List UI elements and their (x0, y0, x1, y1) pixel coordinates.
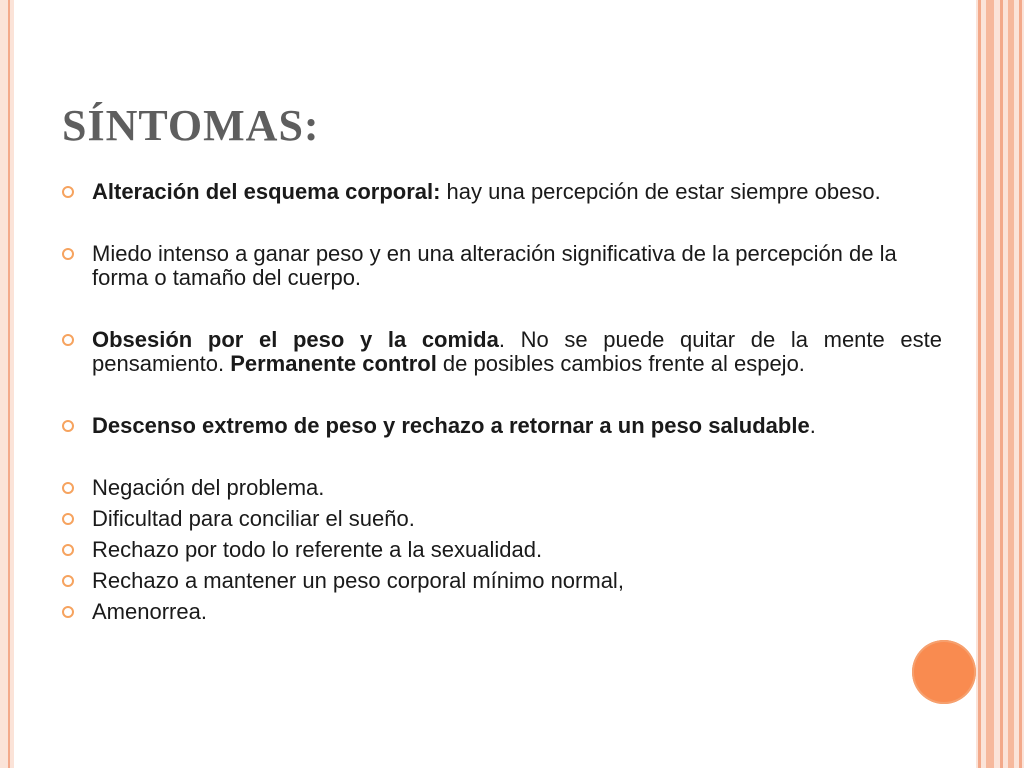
slide-title-text: SÍNTOMAS (62, 101, 304, 150)
bullet-text: Amenorrea. (92, 599, 207, 624)
ring-bullet-icon (62, 513, 74, 525)
frame-stripe (986, 0, 994, 768)
ring-bullet-icon (62, 575, 74, 587)
ring-bullet-icon (62, 606, 74, 618)
slide-title-colon: : (303, 101, 320, 150)
bullet-bold-text: Obsesión por el peso y la comida (92, 327, 499, 352)
bullet-text: Rechazo por todo lo referente a la sexualidad. (92, 537, 543, 562)
frame-stripe (1019, 0, 1022, 768)
ring-bullet-icon (62, 334, 74, 346)
bullet-text: . (809, 413, 816, 438)
orange-circle-icon (912, 640, 976, 704)
bullet-text: Miedo intenso a ganar peso y en una alteración significativa de la percepción de la forma o tamaño del cuerpo. (92, 241, 897, 290)
ring-bullet-icon (62, 544, 74, 556)
ring-bullet-icon (62, 420, 74, 432)
bullet-item-amenorrea (62, 600, 942, 624)
bullet-bold-text: Alteración del esquema corporal: (92, 179, 441, 204)
bullet-text: Negación del problema. (92, 475, 325, 500)
bullet-item-sexualidad (62, 538, 942, 562)
ring-bullet-icon (62, 186, 74, 198)
bullet-item-descenso (62, 414, 942, 438)
bullet-item-obsesion (62, 328, 942, 376)
frame-stripe (978, 0, 981, 768)
bullet-item-negacion (62, 476, 942, 500)
bullet-text-2: de posibles cambios frente al espejo. (436, 351, 805, 376)
bullet-text: Rechazo a mantener un peso corporal mínimo normal, (92, 568, 624, 593)
frame-stripe (1008, 0, 1014, 768)
bullet-item-miedo (62, 242, 942, 290)
bullet-list (62, 180, 942, 624)
bullet-bold-text: Descenso extremo de peso y rechazo a retornar a un peso saludable (92, 413, 810, 438)
bullet-item-esquema-corporal (62, 180, 942, 204)
bullet-bold-text-2: Permanente control (230, 351, 437, 376)
ring-bullet-icon (62, 482, 74, 494)
slide-title (62, 100, 320, 151)
left-frame-line (8, 0, 10, 768)
frame-stripe (1000, 0, 1003, 768)
left-frame-border (0, 0, 14, 768)
bullet-item-sueno (62, 507, 942, 531)
right-frame-stripes (976, 0, 1024, 768)
bullet-text: Dificultad para conciliar el sueño. (92, 506, 415, 531)
bullet-text: . No se puede quitar de la mente este pensamiento. (92, 327, 942, 376)
bullet-text: hay una percepción de estar siempre obeso. (440, 179, 881, 204)
bullet-item-peso-minimo (62, 569, 942, 593)
ring-bullet-icon (62, 248, 74, 260)
